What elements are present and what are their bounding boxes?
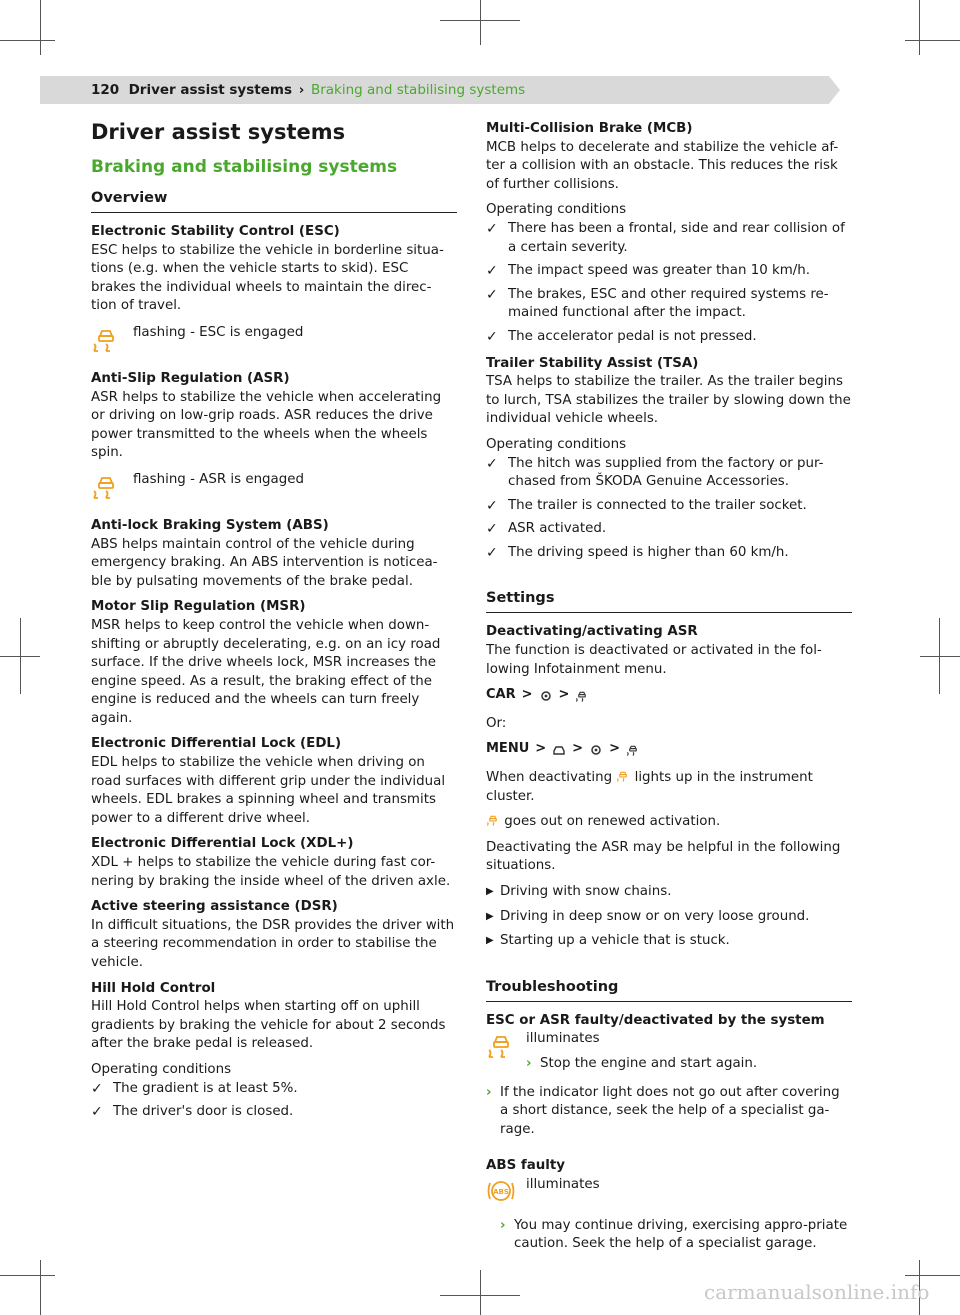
triangle-bullet-icon: ▶ [486, 886, 494, 897]
checkmark-icon: ✓ [486, 220, 498, 237]
path-arrow: > [521, 687, 533, 703]
checkmark-icon: ✓ [486, 521, 498, 538]
menu-path-car [486, 686, 852, 705]
abs-fault-state: illuminates [526, 1176, 600, 1192]
crop-mark [40, 1260, 41, 1315]
esc-off-icon [616, 769, 630, 783]
msr-title: Motor Slip Regulation (MSR) [91, 599, 306, 615]
gear-car-icon [539, 689, 553, 703]
gear-car-icon [589, 743, 603, 757]
crop-mark [0, 1275, 55, 1276]
car-menu-label: CAR [486, 687, 516, 703]
condition-text: The accelerator pedal is not pressed. [508, 328, 757, 344]
crop-mark [20, 618, 21, 694]
overview-heading: Overview [91, 188, 457, 213]
mcb-title: Multi-Collision Brake (MCB) [486, 121, 693, 136]
asr-title: Anti-Slip Regulation (ASR) [91, 370, 290, 386]
condition-text: The driving speed is higher than 60 km/h. [508, 544, 789, 560]
msr-section [91, 598, 457, 728]
esc-skid-icon [626, 743, 640, 757]
crop-mark [905, 1275, 960, 1276]
list-item [486, 455, 852, 492]
triangle-bullet-icon: ▶ [486, 910, 494, 922]
list-item [486, 520, 852, 539]
dsr-section [91, 898, 457, 972]
condition-text: The hitch was supplied from the factory or pur-chased from ŠKODA Genuine Accessories. [508, 455, 824, 490]
goes-out-text: goes out on renewed activation. [486, 813, 852, 832]
chapter-title: Driver assist systems [128, 82, 292, 98]
condition-text: There has been a frontal, side and rear collision of a certain severity. [508, 220, 845, 255]
esc-fault-title: ESC or ASR faulty/deactivated by the system [486, 1012, 825, 1028]
esc-fault-row [486, 1030, 852, 1079]
tsa-section [486, 355, 852, 429]
list-item: ▶ Driving in deep snow or on very loose ground. [486, 908, 852, 927]
mcb-conditions-label: Operating conditions [486, 202, 627, 218]
abs-warning-icon [486, 1176, 526, 1213]
list-item [486, 328, 852, 347]
edl-text: EDL helps to stabilize the vehicle when driving on road surfaces with different grip under the individual wheels. EDL brakes a spinning wheel and transmits power to a different drive wheel. [91, 755, 446, 826]
abs-text: ABS helps maintain control of the vehicle during emergency braking. An ABS intervention is noticea-ble by pulsating movements of the brake pedal. [91, 536, 438, 589]
esc-skid-icon [91, 324, 125, 358]
asr-section [91, 370, 457, 463]
triangle-bullet-icon: ▶ [486, 935, 494, 947]
list-item [91, 1103, 457, 1122]
checkmark-icon: ✓ [486, 455, 498, 472]
deactivating-section [486, 623, 852, 679]
edl-section [91, 735, 457, 828]
checkmark-icon: ✓ [486, 286, 498, 303]
list-item: ▶ Driving with snow chains. [486, 883, 852, 902]
abs-fault-details [526, 1176, 600, 1213]
chevron-right-icon: › [500, 1217, 506, 1233]
mcb-text: MCB helps to decelerate and stabilize the vehicle af-ter a collision with an obstacle. This reduces the risk of further collisions. [486, 139, 839, 192]
settings-heading: Settings [486, 588, 852, 613]
section-heading: Braking and stabilising systems [91, 157, 398, 177]
list-item [486, 286, 852, 323]
path-arrow: > [535, 741, 547, 757]
abs-title: Anti-lock Braking System (ABS) [91, 517, 329, 533]
tsa-text: TSA helps to stabilize the trailer. As the trailer begins to lurch, TSA stabilizes the trailer by slowing down the individual vehicle wheels. [486, 374, 851, 427]
hhc-text: Hill Hold Control helps when starting off on uphill gradients by braking the vehicle for about 2 seconds after the brake pedal is released. [91, 999, 446, 1052]
dsr-title: Active steering assistance (DSR) [91, 899, 338, 915]
list-item [486, 544, 852, 563]
msr-text: MSR helps to keep control the vehicle when down-shifting or abruptly decelerating, e.g. on an icy road surface. If the drive wheels lock, MSR increases the engine speed. As a result, the braking effect of the engine is reduced and the wheels can turn freely again. [91, 617, 441, 726]
esc-indicator-row [91, 324, 457, 358]
list-item [91, 1080, 457, 1099]
checkmark-icon: ✓ [91, 1080, 103, 1097]
mcb-section [486, 120, 852, 194]
checkmark-icon: ✓ [91, 1104, 103, 1121]
checkmark-icon: ✓ [486, 263, 498, 280]
breadcrumb-separator: › [298, 82, 305, 98]
esc-indicator-text: flashing - ESC is engaged [133, 324, 304, 340]
abs-section [91, 517, 457, 591]
crop-mark [919, 0, 920, 55]
hhc-title: Hill Hold Control [91, 980, 216, 996]
list-item [486, 497, 852, 516]
esc-title: Electronic Stability Control (ESC) [91, 224, 340, 239]
esc-fault-state: illuminates [526, 1031, 600, 1047]
tsa-title: Trailer Stability Assist (TSA) [486, 355, 699, 371]
list-item [486, 262, 852, 281]
esc-off-icon [486, 813, 500, 827]
checkmark-icon: ✓ [486, 328, 498, 345]
page-number: 120 [91, 82, 120, 98]
esc-skid-icon [575, 689, 589, 703]
svg-text:ABS: ABS [493, 1187, 509, 1196]
crop-mark [0, 40, 55, 41]
path-arrow: > [572, 741, 584, 757]
tsa-conditions-label: Operating conditions [486, 436, 627, 452]
checkmark-icon: ✓ [486, 544, 498, 561]
when-deactivating-text: When deactivating lights up in the instrument cluster. [486, 770, 813, 804]
path-arrow: > [609, 741, 620, 757]
chevron-right-icon: › [526, 1055, 532, 1071]
crop-mark [920, 656, 960, 657]
crop-mark [40, 0, 41, 55]
list-item [486, 220, 852, 257]
esc-section [91, 223, 457, 316]
hhc-conditions-label: Operating conditions [91, 1061, 232, 1077]
abs-fault-row [486, 1176, 852, 1213]
esc-skid-icon [91, 471, 125, 505]
troubleshooting-heading: Troubleshooting [486, 977, 852, 1002]
esc-fault-details [526, 1030, 757, 1079]
hhc-section [91, 980, 457, 1054]
deactivating-title: Deactivating/activating ASR [486, 624, 698, 640]
asr-text: ASR helps to stabilize the vehicle when accelerating or driving on low-grip roads. ASR reduces the drive power transmitted to the wheels when the wheels spin. [91, 389, 442, 461]
helpful-text: Deactivating the ASR may be helpful in the following situations. [486, 839, 841, 874]
condition-text: The gradient is at least 5%. [113, 1080, 298, 1096]
condition-text: ASR activated. [508, 521, 607, 537]
crop-mark [905, 40, 960, 41]
watermark: carmanualsonline.info [704, 1280, 930, 1304]
crop-mark [480, 1270, 481, 1315]
action-item: › If the indicator light does not go out after covering a short distance, seek the help of a specialist ga-rage. [486, 1084, 852, 1140]
running-header [91, 80, 525, 100]
asr-indicator-row [91, 471, 457, 505]
or-label: Or: [486, 715, 507, 731]
xdl-title: Electronic Differential Lock (XDL+) [91, 836, 354, 852]
condition-text: The trailer is connected to the trailer socket. [508, 497, 807, 513]
crop-mark [480, 0, 481, 45]
xdl-text: XDL + helps to stabilize the vehicle during fast cor-nering by braking the inside wheel of the driven axle. [91, 855, 451, 889]
action-item: › Stop the engine and start again. [526, 1055, 757, 1074]
deactivating-text: The function is deactivated or activated in the fol-lowing Infotainment menu. [486, 643, 822, 677]
asr-indicator-text: flashing - ASR is engaged [133, 471, 304, 487]
action-item: › You may continue driving, exercising appro-priate caution. Seek the help of a specialist garage. [460, 1217, 852, 1254]
xdl-section [91, 835, 457, 891]
path-arrow: > [558, 687, 570, 703]
abs-fault-title: ABS faulty [486, 1158, 565, 1174]
crop-mark [939, 618, 940, 694]
right-column [486, 120, 852, 1260]
condition-text: The brakes, ESC and other required systems re-mained functional after the impact. [508, 286, 829, 321]
condition-text: The impact speed was greater than 10 km/h. [508, 263, 811, 279]
dsr-text: In difficult situations, the DSR provides the driver with a steering recommendation in order to stabilise the vehicle. [91, 917, 455, 970]
checkmark-icon: ✓ [486, 497, 498, 514]
list-item: ▶ Starting up a vehicle that is stuck. [486, 932, 852, 951]
condition-text: The driver's door is closed. [113, 1104, 294, 1120]
edl-title: Electronic Differential Lock (EDL) [91, 736, 342, 752]
page-title: Driver assist systems [91, 120, 346, 144]
esc-skid-icon [486, 1030, 526, 1079]
left-column [91, 118, 457, 1127]
esc-text: ESC helps to stabilize the vehicle in borderline situa-tions (e.g. when the vehicle starts to skid). ESC brakes the individual wheels to maintain the direc-tion of travel. [91, 242, 444, 314]
chevron-right-icon: › [486, 1084, 492, 1100]
menu-label: MENU [486, 741, 530, 757]
section-title: Braking and stabilising systems [310, 82, 526, 98]
car-icon [552, 743, 566, 757]
menu-path-menu [486, 740, 852, 759]
